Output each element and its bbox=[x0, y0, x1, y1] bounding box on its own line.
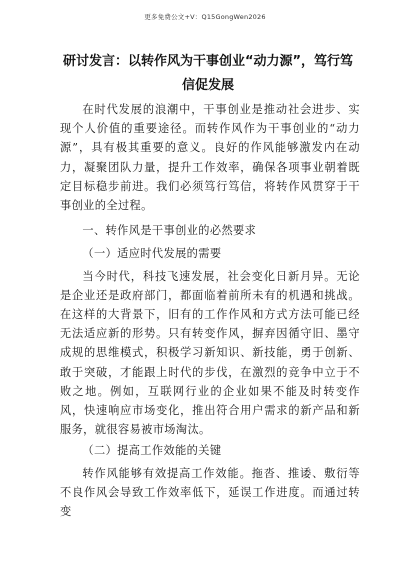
document-body bbox=[60, 100, 360, 521]
section-1-heading: 一、转作风是干事创业的必然要求 bbox=[82, 224, 257, 238]
intro-paragraph: 在时代发展的浪潮中，干事创业是推动社会进步、实现个人价值的重要途径。而转作风作为干事创业的“动力源”，具有极其重要的意义。良好的作风能够激发内在动力，凝聚团队力量，提升工作效率，确保各项事业朝着既定目标稳步前进。我们必须笃行笃信，将转作风贯穿于干事创业的全过程。 bbox=[60, 103, 360, 213]
header-note: 更多免费公文+V：Q15GongWen2026 bbox=[144, 13, 266, 21]
section-1-1-heading: （一）适应时代发展的需要 bbox=[82, 247, 222, 261]
section-1-1-paragraph: 当今时代，科技飞速发展，社会变化日新月异。无论是企业还是政府部门，都面临着前所未有的机遇和挑战。在这样的大背景下，旧有的工作作风和方式方法可能已经无法适应新的形势。只有转变作风，摒弃因循守旧、墨守成规的思维模式，积极学习新知识、新技能，勇于创新、敢于突破，才能跟上时代的步伐，在激烈的竞争中立于不败之地。例如，互联网行业的企业如果不能及时转变作风，快速响应市场变化，推出符合用户需求的新产品和新服务，就很容易被市场淘汰。 bbox=[60, 269, 360, 437]
section-1-2-paragraph: 转作风能够有效提高工作效能。拖沓、推诿、敷衍等不良作风会导致工作效率低下，延误工作进度。而通过转变 bbox=[60, 466, 360, 519]
section-1-2-heading: （二）提高工作效能的关键 bbox=[82, 444, 222, 458]
document-title: 研讨发言：以转作风为干事创业“动力源”，笃行笃信促发展 bbox=[62, 54, 354, 93]
